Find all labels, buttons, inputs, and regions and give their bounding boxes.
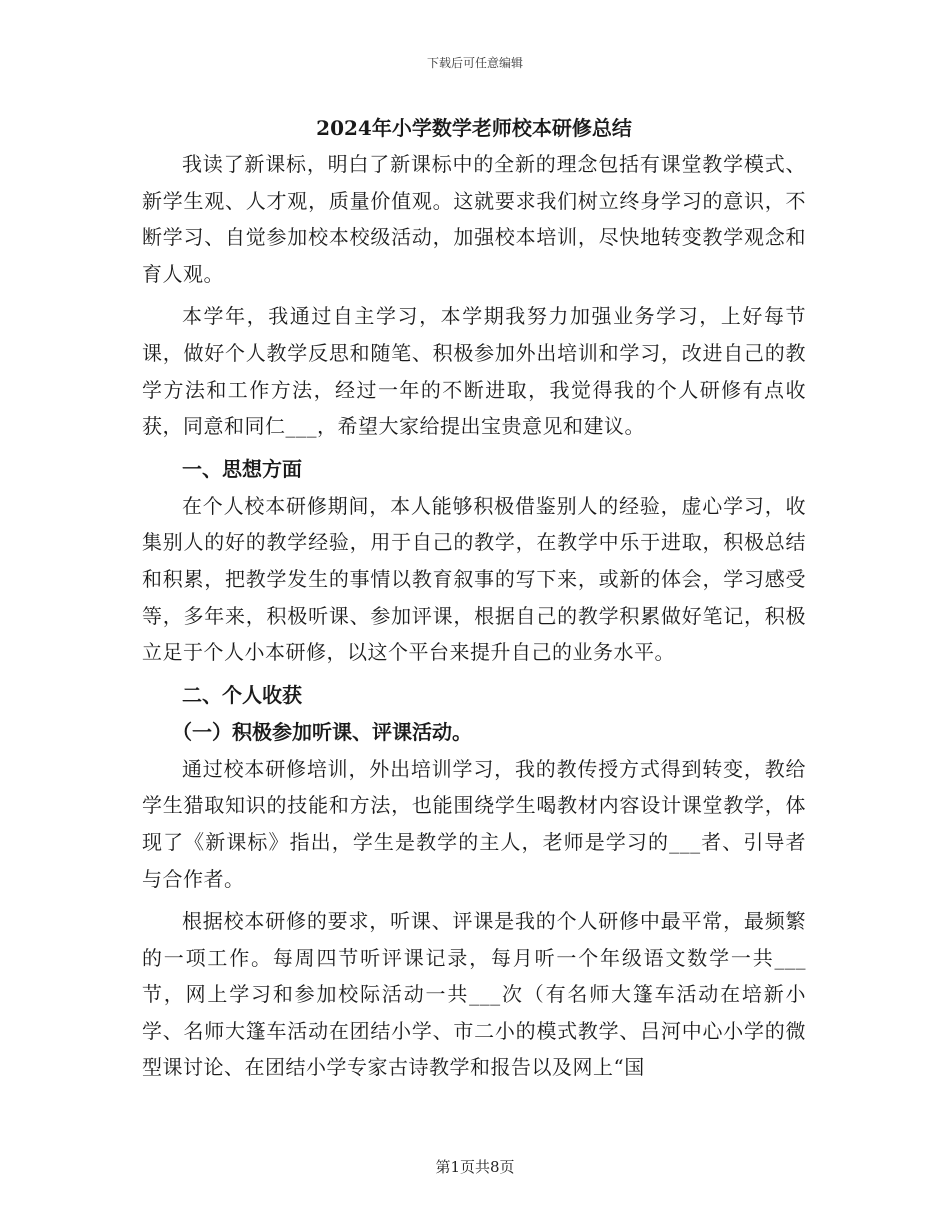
document-body xyxy=(142,110,806,1086)
header-note: 下载后可任意编辑 xyxy=(426,56,523,70)
subsection-heading-lessons: （一）积极参加听课、评课活动。 xyxy=(172,719,472,744)
section-heading-gains: 二、个人收获 xyxy=(182,682,302,707)
paragraph-training: 通过校本研修培训，外出培训学习，我的教传授方式得到转变，教给学生猎取知识的技能和方法，也能围绕学生喝教材内容设计课堂教学，体现了《新课标》指出，学生是教学的主人，老师是学习的___者、引导者与合作者。 xyxy=(142,756,806,891)
page-footer: 第1页共8页 xyxy=(435,1158,515,1176)
document-title: 2024年小学数学老师校本研修总结 xyxy=(316,116,632,140)
section-heading-thought: 一、思想方面 xyxy=(182,456,302,481)
paragraph-thought: 在个人校本研修期间，本人能够积极借鉴别人的经验，虚心学习，收集别人的好的教学经验，用于自己的教学，在教学中乐于进取，积极总结和积累，把教学发生的事情以教育叙事的写下来，或新的体会，学习感受等，多年来，积极听课、参加评课，根据自己的教学积累做好笔记，积极立足于个人小本研修，以这个平台来提升自己的业务水平。 xyxy=(142,493,806,665)
paragraph-year-summary: 本学年，我通过自主学习，本学期我努力加强业务学习，上好每节课，做好个人教学反思和随笔、积极参加外出培训和学习，改进自己的教学方法和工作方法，经过一年的不断进取，我觉得我的个人研修有点收获，同意和同仁___，希望大家给提出宝贵意见和建议。 xyxy=(142,304,806,439)
paragraph-intro: 我读了新课标，明白了新课标中的全新的理念包括有课堂教学模式、新学生观、人才观，质量价值观。这就要求我们树立终身学习的意识，不断学习、自觉参加校本校级活动，加强校本培训，尽快地转变教学观念和育人观。 xyxy=(142,152,806,286)
paragraph-lesson-observation: 根据校本研修的要求，听课、评课是我的个人研修中最平常，最频繁的一项工作。每周四节听评课记录，每月听一个年级语文数学一共___节，网上学习和参加校际活动一共___次（有名师大篷车活动在培新小学、名师大篷车活动在团结小学、市二小的模式教学、吕河中心小学的微型课讨论、在团结小学专家古诗教学和报告以及网上“国 xyxy=(142,909,806,1080)
